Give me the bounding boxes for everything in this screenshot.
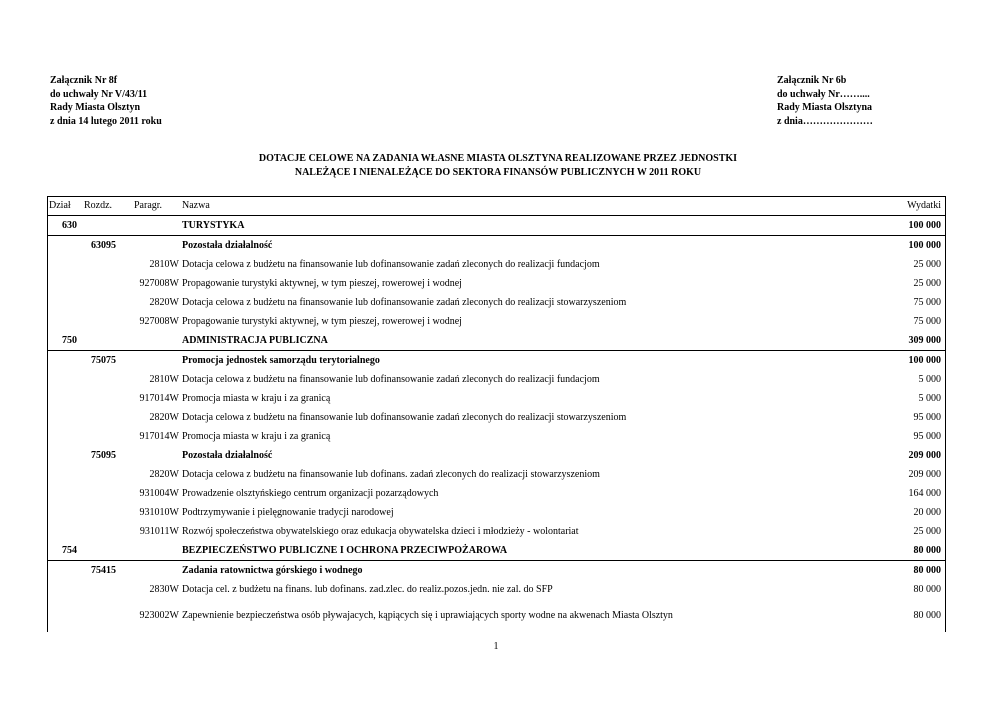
cell-paragraf: 2810W (149, 259, 179, 270)
cell-paragraf: 2810W (149, 374, 179, 385)
cell-wydatki: 95 000 (913, 431, 941, 442)
cell-nazwa: Rozwój społeczeństwa obywatelskiego oraz edukacja obywatelska dzieci i młodzieży - wolontariat (182, 526, 579, 537)
header-left-line: Załącznik Nr 8f (50, 75, 118, 86)
cell-paragraf: 923002W (139, 610, 179, 621)
cell-wydatki: 75 000 (913, 297, 941, 308)
cell-nazwa: Dotacja celowa z budżetu na finansowanie lub dofinansowanie zadań zleconych do realizacji fundacjom (182, 374, 600, 385)
table-row-dzial (48, 216, 945, 236)
table-row (48, 293, 945, 312)
cell-wydatki: 5 000 (918, 374, 941, 385)
cell-nazwa: BEZPIECZEŃSTWO PUBLICZNE I OCHRONA PRZECIWPOŻAROWA (182, 545, 508, 556)
cell-paragraf: 927008W (139, 278, 179, 289)
cell-wydatki: 95 000 (913, 412, 941, 423)
cell-nazwa: Dotacja celowa z budżetu na finansowanie lub dofinansowanie zadań zleconych do realizacji fundacjom (182, 259, 600, 270)
title-line: DOTACJE CELOWE NA ZADANIA WŁASNE MIASTA OLSZTYNA REALIZOWANE PRZEZ JEDNOSTKI (258, 153, 738, 164)
column-header-nazwa: Nazwa (182, 200, 210, 211)
table-row-dzial (48, 331, 945, 351)
header-left (50, 74, 162, 128)
cell-nazwa: Dotacja celowa z budżetu na finansowanie lub dofinansowanie zadań zleconych do realizacji stowarzyszeniom (182, 412, 627, 423)
cell-paragraf: 2820W (149, 412, 179, 423)
table-row (48, 484, 945, 503)
cell-wydatki: 5 000 (918, 393, 941, 404)
cell-wydatki: 25 000 (913, 526, 941, 537)
header-left-line: z dnia 14 lutego 2011 roku (50, 115, 162, 127)
cell-wydatki: 164 000 (908, 488, 941, 499)
cell-paragraf: 2830W (149, 584, 179, 595)
cell-wydatki: 80 000 (913, 545, 941, 556)
cell-wydatki: 25 000 (913, 278, 941, 289)
header-right-line: do uchwały Nr…….... (777, 88, 870, 100)
cell-wydatki: 25 000 (913, 259, 941, 270)
cell-nazwa: Promocja jednostek samorządu terytorialnego (182, 355, 380, 366)
header-left-line: Rady Miasta Olsztyn (50, 102, 140, 113)
cell-nazwa: Zapewnienie bezpieczeństwa osób pływajacych, kąpiących się i uprawiających sporty wodne na akwenach Miasta Olsztyn (182, 610, 673, 621)
column-header-paragr: Paragr. (134, 200, 163, 211)
table-row-rozdzial (48, 351, 945, 370)
cell-wydatki: 75 000 (913, 316, 941, 327)
table-row (48, 599, 945, 632)
table-row (48, 370, 945, 389)
cell-wydatki: 209 000 (908, 450, 941, 461)
cell-nazwa: Dotacja celowa z budżetu na finansowanie lub dofinansowanie zadań zleconych do realizacji stowarzyszeniom (182, 297, 627, 308)
header-right-line: z dnia………………… (777, 115, 873, 127)
cell-rozdzial: 75075 (91, 355, 116, 366)
cell-nazwa: Dotacja cel. z budżetu na finans. lub dofinans. zad.zlec. do realiz.pozos.jedn. nie zal. do SFP (182, 584, 553, 595)
cell-nazwa: Pozostała działalność (182, 450, 273, 461)
table-row-rozdzial (48, 561, 945, 580)
cell-rozdzial: 63095 (91, 240, 116, 251)
table-row (48, 408, 945, 427)
column-header-wydatki: Wydatki (907, 200, 941, 211)
cell-nazwa: Propagowanie turystyki aktywnej, w tym pieszej, rowerowej i wodnej (182, 316, 462, 327)
grants-table (47, 196, 946, 632)
cell-dzial: 630 (62, 220, 77, 231)
column-header-dzial: Dział (49, 200, 71, 211)
cell-paragraf: 927008W (139, 316, 179, 327)
cell-wydatki: 80 000 (913, 584, 941, 595)
cell-nazwa: TURYSTYKA (182, 220, 245, 231)
table-row (48, 255, 945, 274)
cell-paragraf: 2820W (149, 297, 179, 308)
table-row (48, 503, 945, 522)
table-header-row (48, 197, 945, 216)
cell-wydatki: 100 000 (908, 355, 941, 366)
cell-nazwa: ADMINISTRACJA PUBLICZNA (182, 335, 328, 346)
cell-paragraf: 917014W (139, 431, 179, 442)
cell-wydatki: 100 000 (908, 220, 941, 231)
cell-rozdzial: 75095 (91, 450, 116, 461)
cell-wydatki: 309 000 (908, 335, 941, 346)
table-row (48, 274, 945, 293)
table-body (48, 216, 945, 632)
cell-paragraf: 2820W (149, 469, 179, 480)
table-row (48, 427, 945, 446)
table-row-dzial (48, 541, 945, 561)
cell-wydatki: 80 000 (913, 610, 941, 621)
cell-nazwa: Propagowanie turystyki aktywnej, w tym pieszej, rowerowej i wodnej (182, 278, 462, 289)
header-right-line: Rady Miasta Olsztyna (777, 102, 872, 113)
table-row-rozdzial (48, 446, 945, 465)
header-right-line: Załącznik Nr 6b (777, 75, 847, 86)
cell-dzial: 754 (62, 545, 77, 556)
cell-nazwa: Prowadzenie olsztyńskiego centrum organizacji pozarządowych (182, 488, 439, 499)
cell-paragraf: 931004W (139, 488, 179, 499)
cell-wydatki: 209 000 (908, 469, 941, 480)
page-number: 1 (493, 641, 499, 652)
cell-rozdzial: 75415 (91, 565, 116, 576)
header-left-line: do uchwały Nr V/43/11 (50, 88, 148, 100)
document-title (50, 152, 946, 180)
cell-nazwa: Zadania ratownictwa górskiego i wodnego (182, 565, 363, 576)
cell-nazwa: Pozostała działalność (182, 240, 273, 251)
header-right (777, 74, 873, 128)
cell-paragraf: 931010W (139, 507, 179, 518)
cell-wydatki: 20 000 (913, 507, 941, 518)
cell-dzial: 750 (62, 335, 77, 346)
table-row (48, 580, 945, 599)
table-row (48, 465, 945, 484)
cell-nazwa: Promocja miasta w kraju i za granicą (182, 393, 331, 404)
table-row (48, 312, 945, 331)
cell-nazwa: Promocja miasta w kraju i za granicą (182, 431, 331, 442)
column-header-rozdz: Rozdz. (84, 200, 113, 211)
title-line: NALEŻĄCE I NIENALEŻĄCE DO SEKTORA FINANSÓW PUBLICZNYCH W 2011 ROKU (294, 167, 702, 178)
cell-nazwa: Podtrzymywanie i pielęgnowanie tradycji narodowej (182, 507, 394, 518)
cell-wydatki: 100 000 (908, 240, 941, 251)
cell-paragraf: 917014W (139, 393, 179, 404)
cell-nazwa: Dotacja celowa z budżetu na finansowanie lub dofinans. zadań zleconych do realizacji stowarzyszeniom (182, 469, 600, 480)
cell-paragraf: 931011W (139, 526, 179, 537)
cell-wydatki: 80 000 (913, 565, 941, 576)
table-row (48, 522, 945, 541)
table-row (48, 389, 945, 408)
table-row-rozdzial (48, 236, 945, 255)
